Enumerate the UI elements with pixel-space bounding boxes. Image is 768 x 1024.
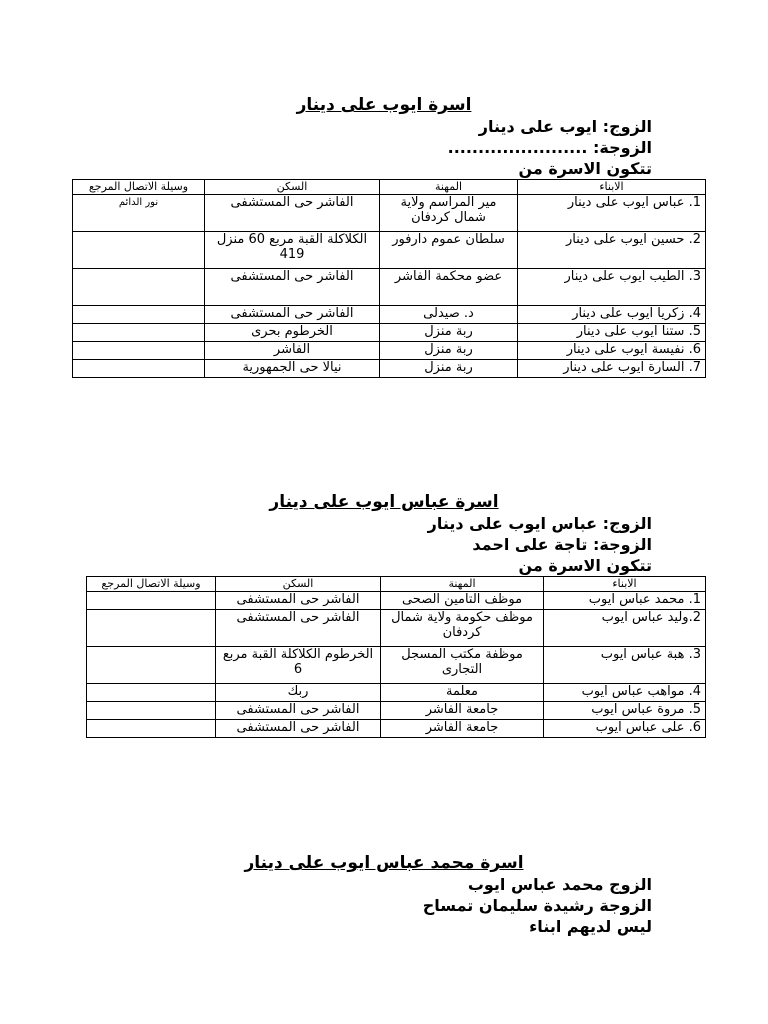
cell-child: 1. عباس ايوب على دينار: [518, 195, 706, 232]
cell-child: 4. زكريا ايوب على دينار: [518, 306, 706, 324]
cell-contact: [73, 232, 205, 269]
header-contact: وسيلة الاتصال المرجع: [73, 180, 205, 195]
cell-child: 1. محمد عباس ايوب: [544, 592, 706, 610]
cell-contact: [87, 702, 216, 720]
cell-child: 5. ستنا ايوب على دينار: [518, 324, 706, 342]
cell-child: 7. السارة ايوب على دينار: [518, 360, 706, 378]
cell-residence: الكلاكلة القبة مربع 60 منزل 419: [205, 232, 380, 269]
family1-consists: تتكون الاسرة من: [518, 159, 652, 178]
cell-profession: ربة منزل: [380, 360, 518, 378]
cell-profession: جامعة الفاشر: [381, 720, 544, 738]
cell-residence: الفاشر حى المستشفى: [205, 195, 380, 232]
table-row: [87, 592, 706, 610]
table-row: [87, 684, 706, 702]
table-header-row: [87, 577, 706, 592]
cell-contact: [73, 324, 205, 342]
cell-residence: الفاشر حى المستشفى: [216, 592, 381, 610]
cell-residence: الخرطوم الكلاكلة القبة مربع 6: [216, 647, 381, 684]
cell-residence: الفاشر: [205, 342, 380, 360]
cell-contact: [73, 306, 205, 324]
cell-profession: مير المراسم ولاية شمال كردفان: [380, 195, 518, 232]
cell-profession: موظف التامين الصحى: [381, 592, 544, 610]
cell-child: 6. على عباس ايوب: [544, 720, 706, 738]
cell-residence: الفاشر حى المستشفى: [216, 702, 381, 720]
table-row: [73, 195, 706, 232]
cell-profession: سلطان عموم دارفور: [380, 232, 518, 269]
cell-profession: عضو محكمة الفاشر: [380, 269, 518, 306]
cell-profession: موظفة مكتب المسجل التجارى: [381, 647, 544, 684]
family2-husband: الزوج: عباس ايوب على دينار: [427, 514, 652, 533]
cell-child: 2. حسين ايوب على دينار: [518, 232, 706, 269]
cell-residence: الفاشر حى المستشفى: [205, 306, 380, 324]
cell-child: 2.وليد عباس ايوب: [544, 610, 706, 647]
cell-profession: ربة منزل: [380, 342, 518, 360]
family2-consists: تتكون الاسرة من: [518, 556, 652, 575]
family2-wife: الزوجة: تاجة على احمد: [472, 535, 652, 554]
cell-child: 3. الطيب ايوب على دينار: [518, 269, 706, 306]
cell-contact: نور الدائم: [73, 195, 205, 232]
table-row: [73, 324, 706, 342]
cell-child: 5. مروة عباس ايوب: [544, 702, 706, 720]
cell-child: 3. هبة عباس ايوب: [544, 647, 706, 684]
cell-contact: [87, 647, 216, 684]
family3-husband: الزوج محمد عباس ايوب: [467, 875, 652, 894]
header-profession: المهنة: [380, 180, 518, 195]
header-residence: السكن: [216, 577, 381, 592]
table-row: [87, 610, 706, 647]
family1-wife: الزوجة: .......................: [447, 138, 652, 157]
header-children: الابناء: [544, 577, 706, 592]
cell-profession: موظف حكومة ولاية شمال كردفان: [381, 610, 544, 647]
cell-contact: [73, 360, 205, 378]
family3-note: ليس لديهم ابناء: [529, 917, 652, 936]
table-row: [87, 647, 706, 684]
cell-contact: [87, 592, 216, 610]
table-row: [73, 232, 706, 269]
table-row: [73, 306, 706, 324]
family1-table: [72, 179, 706, 378]
table-row: [73, 269, 706, 306]
cell-child: 4. مواهب عباس ايوب: [544, 684, 706, 702]
family2-table: [86, 576, 706, 738]
cell-contact: [87, 720, 216, 738]
cell-residence: الفاشر حى المستشفى: [216, 610, 381, 647]
cell-residence: الخرطوم بحرى: [205, 324, 380, 342]
family3-title: اسرة محمد عباس ايوب على دينار: [244, 853, 524, 873]
header-children: الابناء: [518, 180, 706, 195]
family1-husband: الزوج: ايوب على دينار: [478, 117, 652, 136]
cell-residence: الفاشر حى المستشفى: [216, 720, 381, 738]
family2-title: اسرة عباس ايوب على دينار: [269, 492, 499, 512]
table-row: [87, 702, 706, 720]
table-row: [73, 360, 706, 378]
cell-profession: د. صيدلى: [380, 306, 518, 324]
table-row: [73, 342, 706, 360]
cell-contact: [73, 269, 205, 306]
table-row: [87, 720, 706, 738]
cell-contact: [87, 610, 216, 647]
cell-profession: جامعة الفاشر: [381, 702, 544, 720]
cell-residence: الفاشر حى المستشفى: [205, 269, 380, 306]
family3-wife: الزوجة رشيدة سليمان تمساح: [422, 896, 652, 915]
cell-residence: ربك: [216, 684, 381, 702]
header-contact: وسيلة الاتصال المرجع: [87, 577, 216, 592]
cell-child: 6. نفيسة ايوب على دينار: [518, 342, 706, 360]
cell-profession: ربة منزل: [380, 324, 518, 342]
header-profession: المهنة: [381, 577, 544, 592]
header-residence: السكن: [205, 180, 380, 195]
cell-contact: [87, 684, 216, 702]
cell-profession: معلمة: [381, 684, 544, 702]
cell-contact: [73, 342, 205, 360]
family1-title: اسرة ايوب على دينار: [296, 95, 472, 115]
cell-residence: نيالا حى الجمهورية: [205, 360, 380, 378]
table-header-row: [73, 180, 706, 195]
